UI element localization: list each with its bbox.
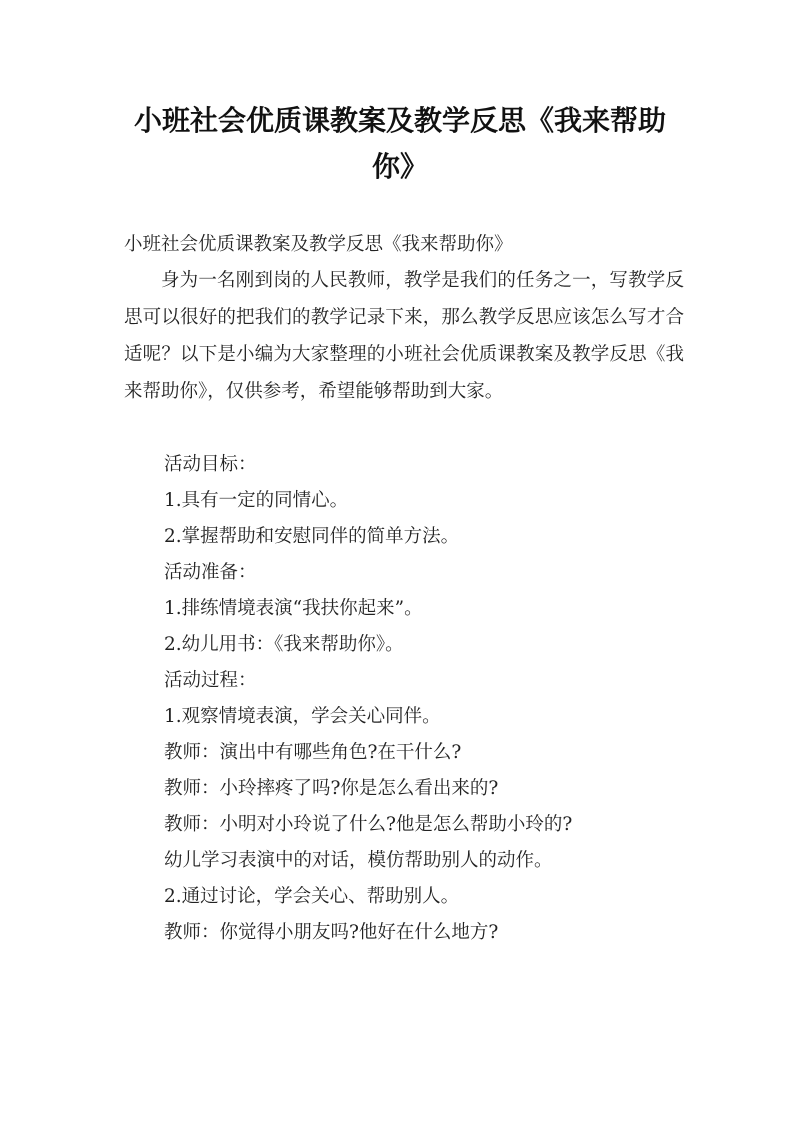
content-line: 教师：小明对小玲说了什么?他是怎么帮助小玲的? [164,814,573,835]
content-line: 1.具有一定的同情心。 [164,490,349,511]
content-line: 教师：你觉得小朋友吗?他好在什么地方? [164,922,499,943]
content-line: 教师：小玲摔疼了吗?你是怎么看出来的? [164,778,499,799]
section-heading-process: 活动过程： [164,670,257,691]
title-line-2: 你》 [371,150,428,183]
intro-paragraph: 身为一名刚到岗的人民教师，教学是我们的任务之一，写教学反思可以很好的把我们的教学记录下来，那么教学反思应该怎么写才合适呢？以下是小编为大家整理的小班社会优质课教案及教学反思《我来帮助你》，仅供参考，希望能够帮助到大家。 [124,270,684,402]
content-line: 2.幼儿用书：《我来帮助你》。 [164,634,404,655]
lesson-content [124,447,684,951]
content-line: 1.观察情境表演，学会关心同伴。 [164,706,441,727]
content-line: 1.排练情境表演“我扶你起来”。 [164,598,423,619]
content-line: 幼儿学习表演中的对话，模仿帮助别人的动作。 [164,850,553,871]
section-heading-goals: 活动目标： [164,454,257,475]
document-body [124,228,684,951]
content-line: 2.掌握帮助和安慰同伴的简单方法。 [164,526,460,547]
document-title [100,98,700,190]
content-line: 2.通过讨论，学会关心、帮助别人。 [164,886,460,907]
document-subtitle: 小班社会优质课教案及教学反思《我来帮助你》 [124,234,513,255]
section-heading-preparation: 活动准备： [164,562,257,583]
title-line-1: 小班社会优质课教案及教学反思《我来帮助 [133,104,666,137]
content-line: 教师：演出中有哪些角色?在干什么? [164,742,462,763]
